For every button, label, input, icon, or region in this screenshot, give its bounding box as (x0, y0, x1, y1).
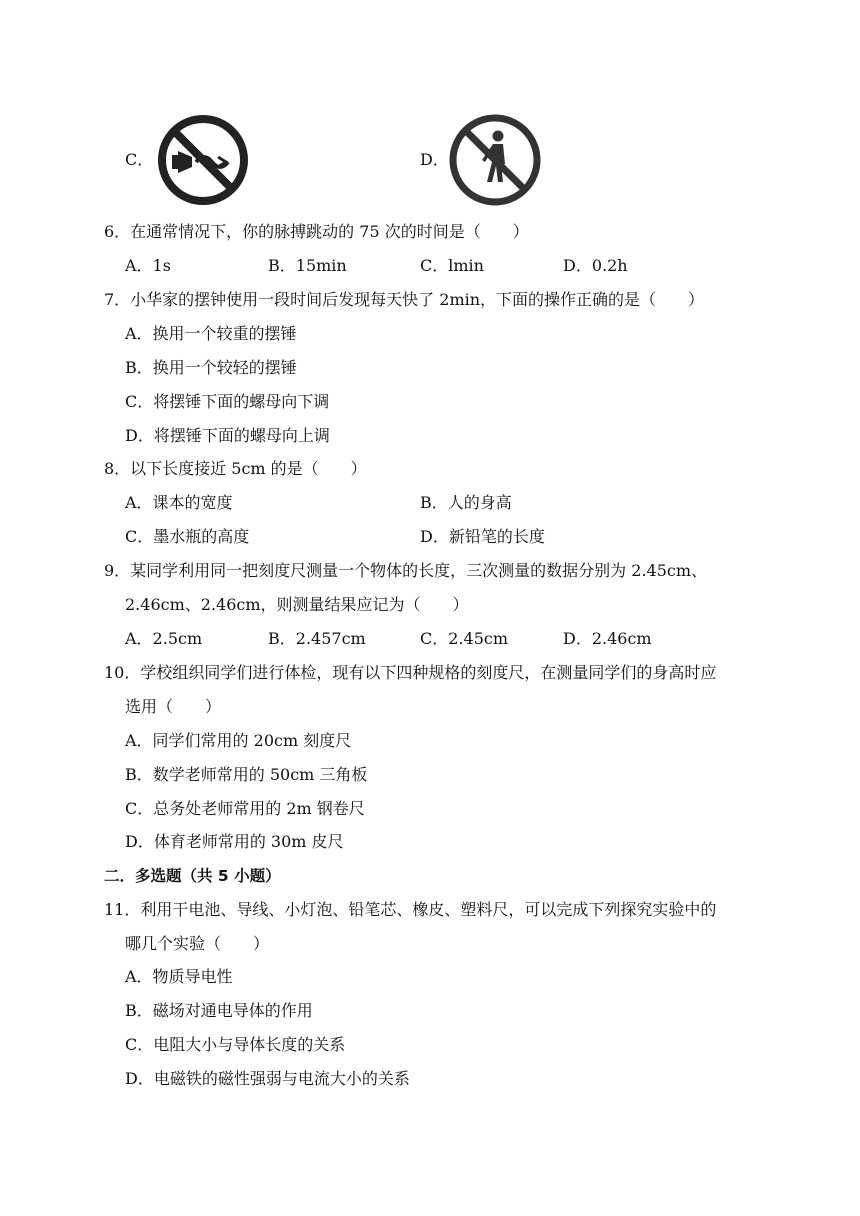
section-title: 二．多选题（共 5 小题） (104, 867, 281, 885)
q9-option-c: C．2.45cm (420, 629, 509, 648)
q9-option-b: B．2.457cm (268, 629, 366, 648)
q10-stem-line2: 选用（ ） (125, 697, 222, 716)
q11-option-a: A．物质导电性 (125, 967, 233, 986)
q11-option-c: C．电阻大小与导体长度的关系 (125, 1035, 346, 1054)
q10-option-b: B．数学老师常用的 50cm 三角板 (125, 765, 368, 784)
q7-option-a: A．换用一个较重的摆锤 (125, 324, 297, 343)
q8-option-a: A．课本的宽度 (125, 493, 233, 512)
q7-stem: 7．小华家的摆钟使用一段时间后发现每天快了 2min，下面的操作正确的是（ ） (104, 290, 705, 309)
q10-stem-line1: 10．学校组织同学们进行体检，现有以下四种规格的刻度尺，在测量同学们的身高时应 (104, 663, 717, 682)
q6-stem: 6．在通常情况下，你的脉搏跳动的 75 次的时间是（ ） (104, 222, 529, 241)
q5-option-d-label: D． (420, 150, 449, 169)
q7-option-b: B．换用一个较轻的摆锤 (125, 358, 297, 377)
q5-option-c-label: C． (125, 150, 154, 169)
q9-stem-line2: 2.46cm、2.46cm，则测量结果应记为（ ） (125, 595, 469, 614)
q6-option-b: B．15min (268, 256, 347, 275)
q6-option-c: C．lmin (420, 256, 484, 275)
q8-option-c: C．墨水瓶的高度 (125, 527, 250, 546)
no-pedestrians-sign-icon (447, 112, 543, 208)
q11-stem-line2: 哪几个实验（ ） (125, 934, 270, 953)
q8-option-b: B．人的身高 (420, 493, 512, 512)
no-honking-sign-icon (156, 113, 250, 207)
q7-option-c: C．将摆锤下面的螺母向下调 (125, 392, 330, 411)
q11-stem-line1: 11．利用干电池、导线、小灯泡、铅笔芯、橡皮、塑料尺，可以完成下列探究实验中的 (104, 900, 717, 919)
q9-option-d: D．2.46cm (563, 629, 652, 648)
q11-option-d: D．电磁铁的磁性强弱与电流大小的关系 (125, 1069, 410, 1088)
q6-option-a: A．1s (125, 256, 171, 275)
q9-option-a: A．2.5cm (125, 629, 203, 648)
q11-option-b: B．磁场对通电导体的作用 (125, 1001, 313, 1020)
q6-option-d: D．0.2h (563, 256, 628, 275)
q9-stem-line1: 9．某同学利用同一把刻度尺测量一个物体的长度，三次测量的数据分别为 2.45cm、 (104, 561, 708, 580)
q8-stem: 8．以下长度接近 5cm 的是（ ） (104, 459, 367, 478)
q7-option-d: D．将摆锤下面的螺母向上调 (125, 426, 330, 445)
q10-option-c: C．总务处老师常用的 2m 钢卷尺 (125, 799, 365, 818)
q8-option-d: D．新铅笔的长度 (420, 527, 545, 546)
q10-option-d: D．体育老师常用的 30m 皮尺 (125, 832, 344, 851)
q10-option-a: A．同学们常用的 20cm 刻度尺 (125, 731, 352, 750)
